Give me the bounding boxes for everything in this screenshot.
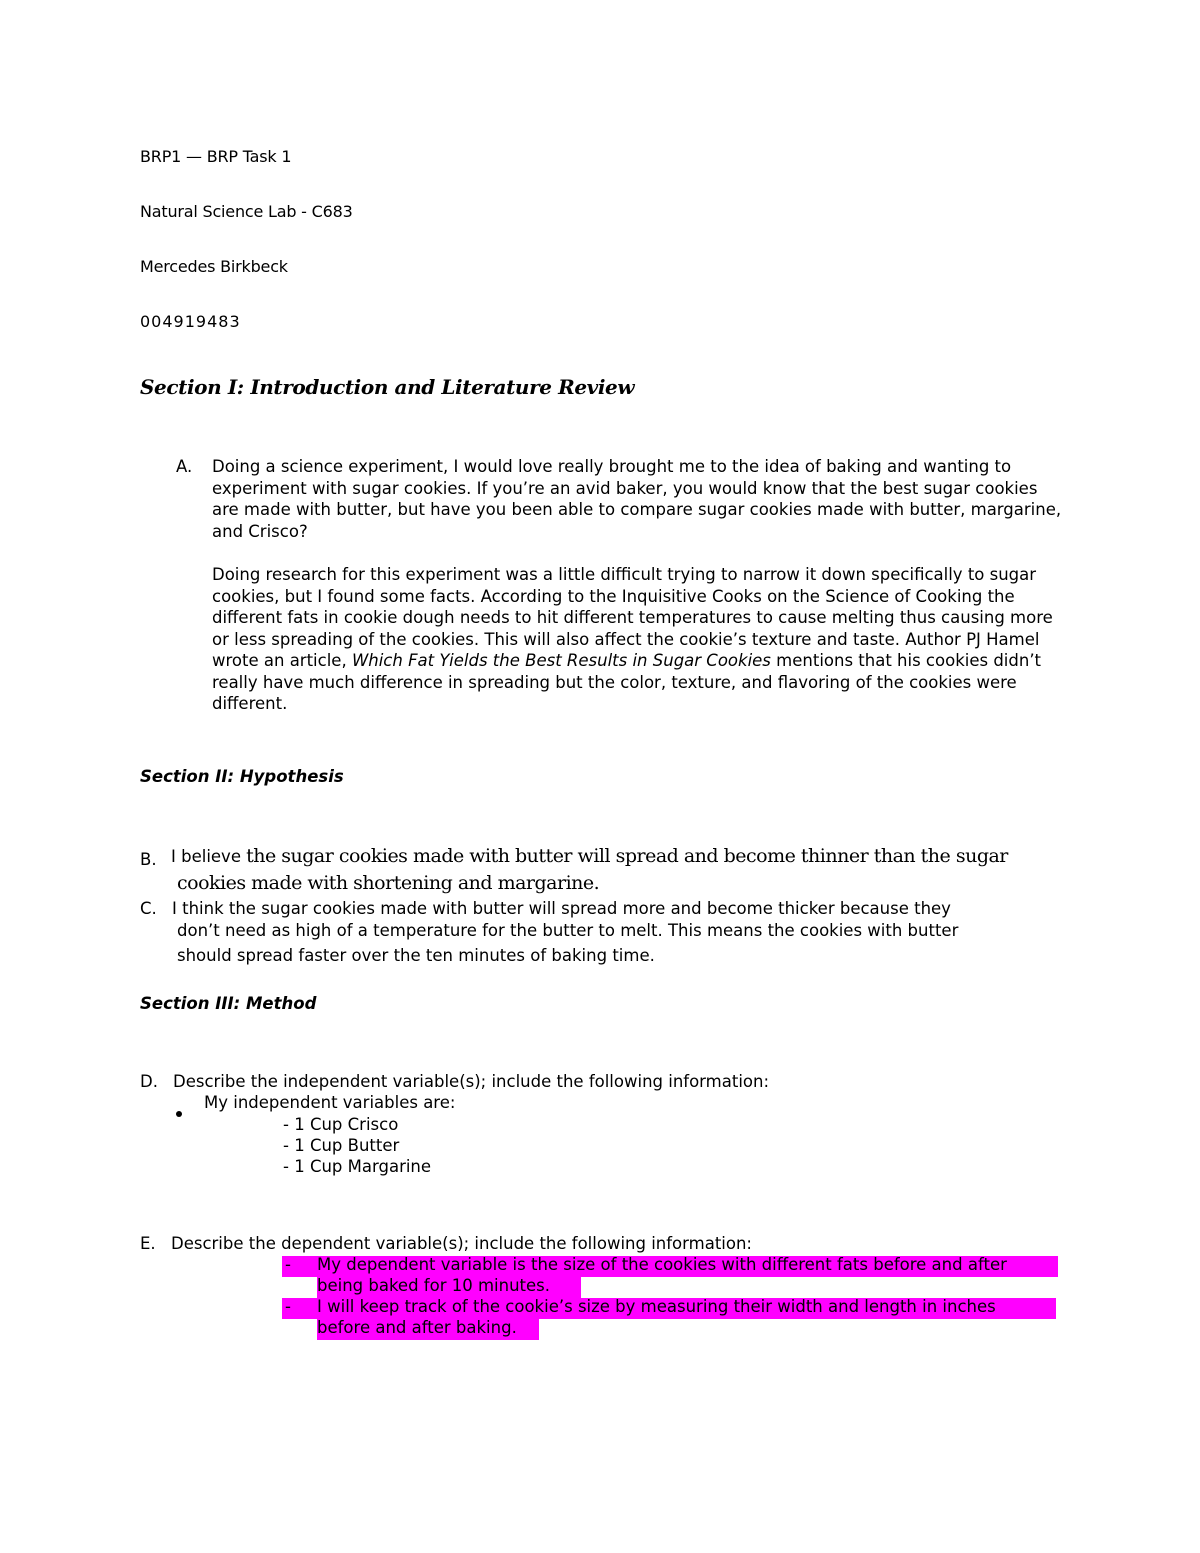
dependent-var-line-2: being baked for 10 minutes. [317,1276,551,1295]
dash-2: - [285,1297,291,1316]
article-title: Which Fat Yields the Best Results in Sugar Cookies [351,651,771,670]
item-d-label: D. [140,1072,158,1091]
item-b-line-1 [171,845,1008,867]
subitem-butter: - 1 Cup Butter [283,1136,400,1155]
para2-text: Doing research for this experiment was a little difficult trying to narrow it down specifically to sugar cookies, but I found some facts. According to the Inquisitive Cooks on the Science of Cooking the different fats in cookie dough needs to hit different temperatures to cause melting thus causing more or less spreading of the cookies. This will also affect the cookie’s texture and taste. Author PJ Hamel wrote an article, [212,565,1053,670]
bullet-dot [176,1102,182,1121]
item-c-label: C. [140,899,157,918]
course-name: Natural Science Lab - C683 [140,202,353,221]
item-e-label: E. [140,1234,156,1253]
item-b-lead: I believe [171,847,241,866]
item-c-line-2: don’t need as high of a temperature for the butter to melt. This means the cookies with butter [177,921,959,940]
course-task: BRP1 — BRP Task 1 [140,147,292,166]
author-name: Mercedes Birkbeck [140,257,288,276]
item-d-text: Describe the independent variable(s); include the following information: [173,1072,770,1091]
dash-1: - [285,1255,291,1274]
subitem-margarine: - 1 Cup Margarine [283,1157,432,1176]
measurement-line-2: before and after baking. [317,1318,517,1337]
section2-title: Section II: Hypothesis [140,767,344,786]
dependent-var-line-1: My dependent variable is the size of the cookies with different fats before and after [317,1255,1007,1274]
para2-text-end: mentions that his cookies didn’t really have much difference in spreading but the color, texture, and flavoring of the cookies were different. [212,651,1042,713]
item-c-line-1: I think the sugar cookies made with butter will spread more and become thicker because they [172,899,951,918]
section3-title: Section III: Method [140,994,317,1013]
item-a-paragraph-2 [212,564,1062,715]
item-b-line-2: cookies made with shortening and margarine. [177,872,600,894]
item-a-paragraph-1: Doing a science experiment, I would love really brought me to the idea of baking and wanting to experiment with sugar cookies. If you’re an avid baker, you would know that the best sugar cookies are made with butter, but have you been able to compare sugar cookies made with butter, margarine, and Crisco? [212,457,1062,541]
student-id: 004919483 [140,312,241,331]
item-b-text-1: the sugar cookies made with butter will spread and become thinner than the sugar [246,845,1008,867]
measurement-line-1: I will keep track of the cookie’s size by measuring their width and length in inches [317,1297,996,1316]
section1-title: Section I: Introduction and Literature Review [140,375,635,399]
item-a-label: A. [176,457,193,476]
item-d-bullet: My independent variables are: [204,1093,456,1112]
item-c-line-3: should spread faster over the ten minutes of baking time. [177,946,655,965]
item-b-label: B. [140,850,157,869]
item-e-text: Describe the dependent variable(s); include the following information: [171,1234,752,1253]
subitem-crisco: - 1 Cup Crisco [283,1115,399,1134]
